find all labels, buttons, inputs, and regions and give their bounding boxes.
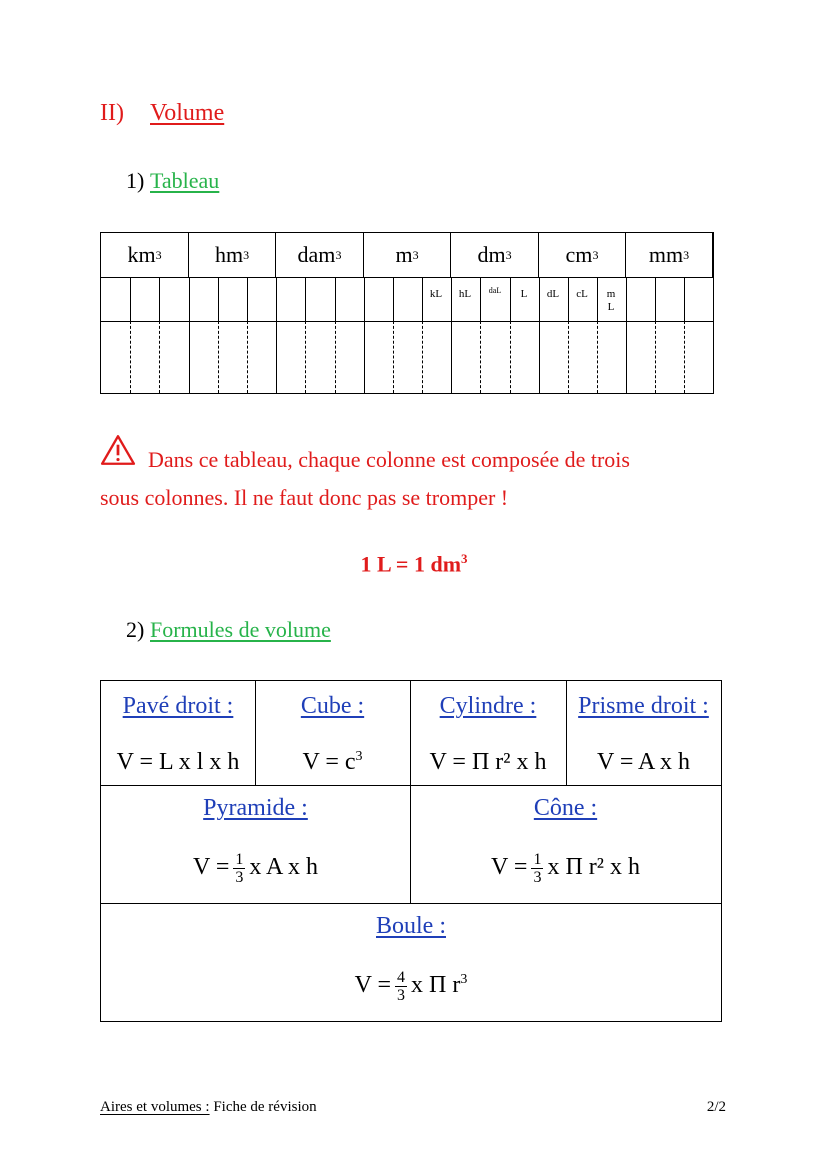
boule-title: Boule :: [376, 913, 446, 939]
unit-header-mm: mm 3: [626, 233, 713, 277]
unit-header-hm: hm 3: [189, 233, 276, 277]
prisme-formula: V = A x h: [596, 749, 691, 775]
liter-unit-cL: cL: [576, 288, 588, 300]
subsection-2-number: 2): [126, 617, 145, 642]
liter-unit-L: L: [520, 288, 528, 300]
cylindre-formula: V = Π r² x h: [429, 749, 547, 775]
prisme-title: Prisme droit :: [578, 693, 709, 719]
section-number: II): [100, 100, 124, 126]
subsection-2-title: Formules de volume: [150, 617, 331, 642]
unit-header-m: m 3: [364, 233, 451, 277]
liter-unit-hL: hL: [458, 288, 472, 300]
warning-line-2: sous colonnes. Il ne faut donc pas se tromper !: [100, 485, 509, 510]
unit-header-dam: dam 3: [276, 233, 364, 277]
pave-title: Pavé droit :: [122, 693, 234, 719]
cone-title: Cône :: [533, 795, 598, 821]
unit-header-km: km 3: [101, 233, 189, 277]
page-number: 2/2: [706, 1099, 726, 1115]
pave-formula: V = L x l x h: [116, 749, 240, 775]
subsection-1-number: 1): [126, 168, 145, 193]
liter-unit-kL: kL: [429, 288, 443, 300]
unit-header-dm: dm 3: [451, 233, 539, 277]
section-title: Volume: [150, 100, 225, 126]
formulas-table: [100, 680, 722, 1022]
footer-title: Aires et volumes : Fiche de révision: [100, 1099, 317, 1115]
liter-unit-daL: daL: [488, 286, 502, 295]
warning-icon: [100, 434, 136, 466]
liter-equivalence: 1 L = 1 $dm^3$: [360, 551, 468, 577]
pyramide-formula: V = $\frac{1}{3}$ x A x h: [192, 851, 319, 886]
unit-header-cm: cm 3: [539, 233, 626, 277]
warning-line-1: Dans ce tableau, chaque colonne est composée de trois: [148, 447, 630, 472]
boule-formula: V = $\frac{4}{3}$ x Π $r^3$: [354, 969, 468, 1004]
subsection-1-title: Tableau: [150, 168, 220, 193]
conversion-table: [100, 232, 714, 394]
pyramide-title: Pyramide :: [203, 795, 308, 821]
cylindre-title: Cylindre :: [439, 693, 537, 719]
liter-unit-dL: dL: [546, 288, 560, 300]
cube-formula: $V = c^3$: [302, 749, 363, 775]
liter-unit-mL: m L: [606, 288, 616, 313]
cone-formula: V = $\frac{1}{3}$ x Π r² x h: [491, 851, 640, 886]
cube-title: Cube :: [300, 693, 365, 719]
